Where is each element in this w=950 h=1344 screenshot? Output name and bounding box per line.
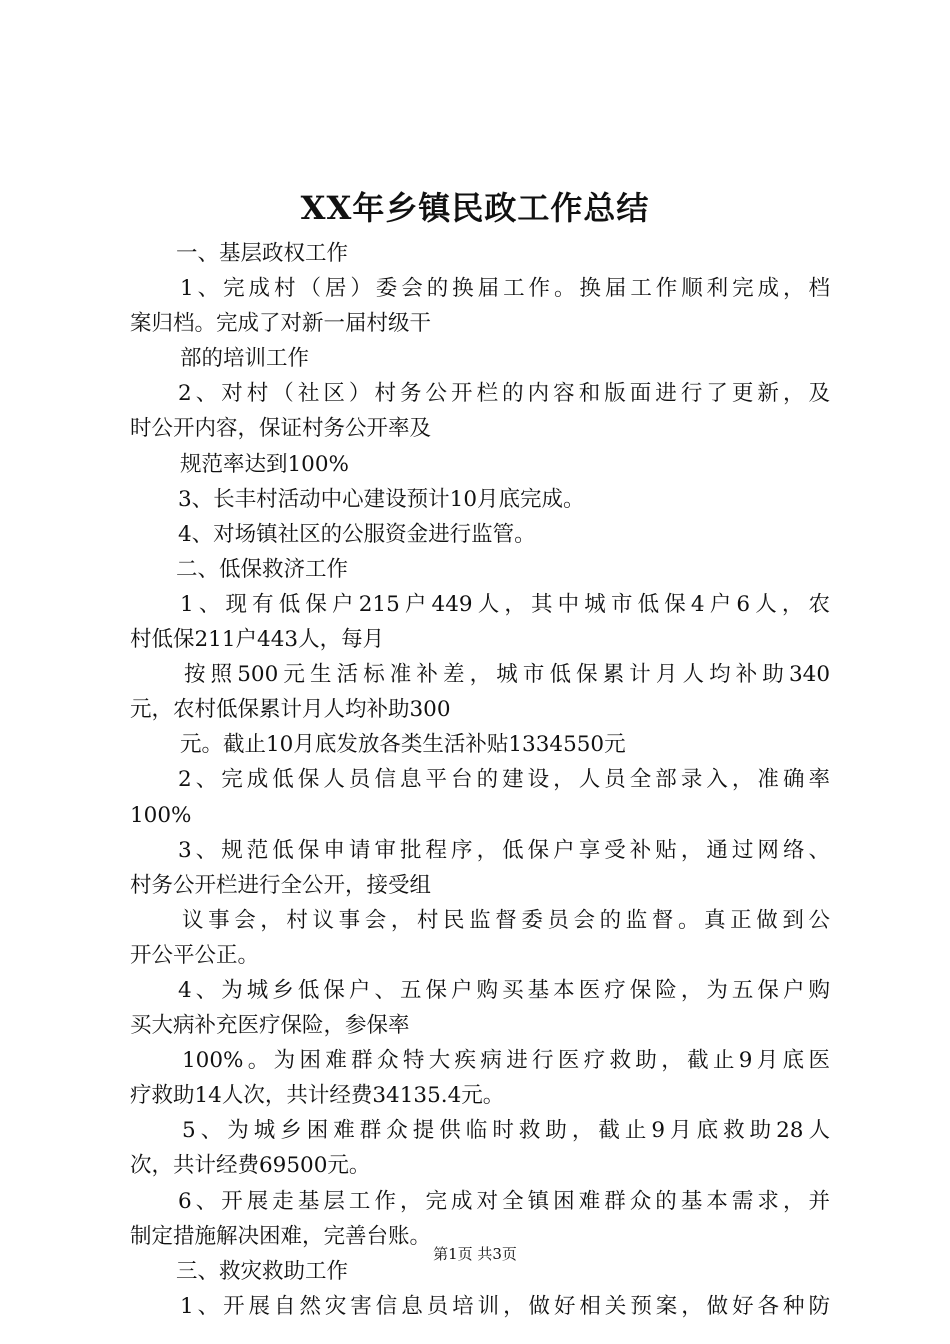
- paragraph-line: 3、规范低保申请审批程序，低保户享受补贴，通过网络、: [178, 837, 830, 863]
- paragraph-line: 议事会，村议事会，村民监督委员会的监督。真正做到公: [182, 907, 830, 933]
- paragraph-line: 村务公开栏进行全公开，接受组: [130, 872, 432, 898]
- paragraph-line: 1、开展自然灾害信息员培训，做好相关预案，做好各种防: [180, 1293, 830, 1319]
- paragraph-line: 2、完成低保人员信息平台的建设，人员全部录入，准确率: [178, 767, 830, 793]
- paragraph-line: 4、对场镇社区的公服资金进行监管。: [178, 521, 536, 547]
- paragraph-line: 案归档。完成了对新一届村级干: [130, 311, 432, 337]
- page-footer: 第1页 共3页: [433, 1245, 517, 1263]
- paragraph-line: 2、对村（社区）村务公开栏的内容和版面进行了更新，及: [178, 381, 830, 407]
- paragraph-line: 次，共计经费69500元。: [130, 1153, 371, 1179]
- document-title: XX年乡镇民政工作总结: [300, 189, 650, 227]
- paragraph-line: 100%: [130, 802, 192, 828]
- paragraph-line: 3、长丰村活动中心建设预计10月底完成。: [178, 486, 585, 512]
- paragraph-line: 时公开内容，保证村务公开率及: [130, 416, 432, 442]
- paragraph-line: 元，农村低保累计月人均补助300: [130, 697, 451, 723]
- paragraph-line: 元。截止10月底发放各类生活补贴1334550元: [180, 732, 626, 758]
- paragraph-line: 规范率达到100%: [180, 451, 349, 477]
- document-body: [130, 236, 830, 1324]
- paragraph-line: 开公平公正。: [130, 942, 260, 968]
- paragraph-line: 制定措施解决困难，完善台账。: [130, 1223, 432, 1249]
- paragraph-line: 部的培训工作: [180, 346, 310, 372]
- section-heading-2: 二、低保救济工作: [176, 556, 349, 582]
- paragraph-line: 疗救助14人次，共计经费34135.4元。: [130, 1083, 505, 1109]
- paragraph-line: 1、完成村（居）委会的换届工作。换届工作顺利完成，档: [180, 276, 830, 302]
- section-heading-1: 一、基层政权工作: [176, 241, 349, 266]
- section-heading-3: 三、救灾救助工作: [176, 1258, 349, 1284]
- paragraph-line: 村低保211户443人，每月: [130, 627, 385, 653]
- paragraph-line: 5、为城乡困难群众提供临时救助，截止9月底救助28人: [182, 1118, 830, 1144]
- paragraph-line: 4、为城乡低保户、五保户购买基本医疗保险，为五保户购: [178, 977, 830, 1003]
- paragraph-line: 1、现有低保户215户449人，其中城市低保4户6人，农: [180, 591, 830, 617]
- paragraph-line: 按照500元生活标准补差，城市低保累计月人均补助340: [184, 662, 830, 688]
- paragraph-line: 100%。为困难群众特大疾病进行医疗救助，截止9月底医: [182, 1048, 830, 1074]
- paragraph-line: 买大病补充医疗保险，参保率: [130, 1013, 410, 1039]
- paragraph-line: 6、开展走基层工作，完成对全镇困难群众的基本需求，并: [178, 1188, 830, 1214]
